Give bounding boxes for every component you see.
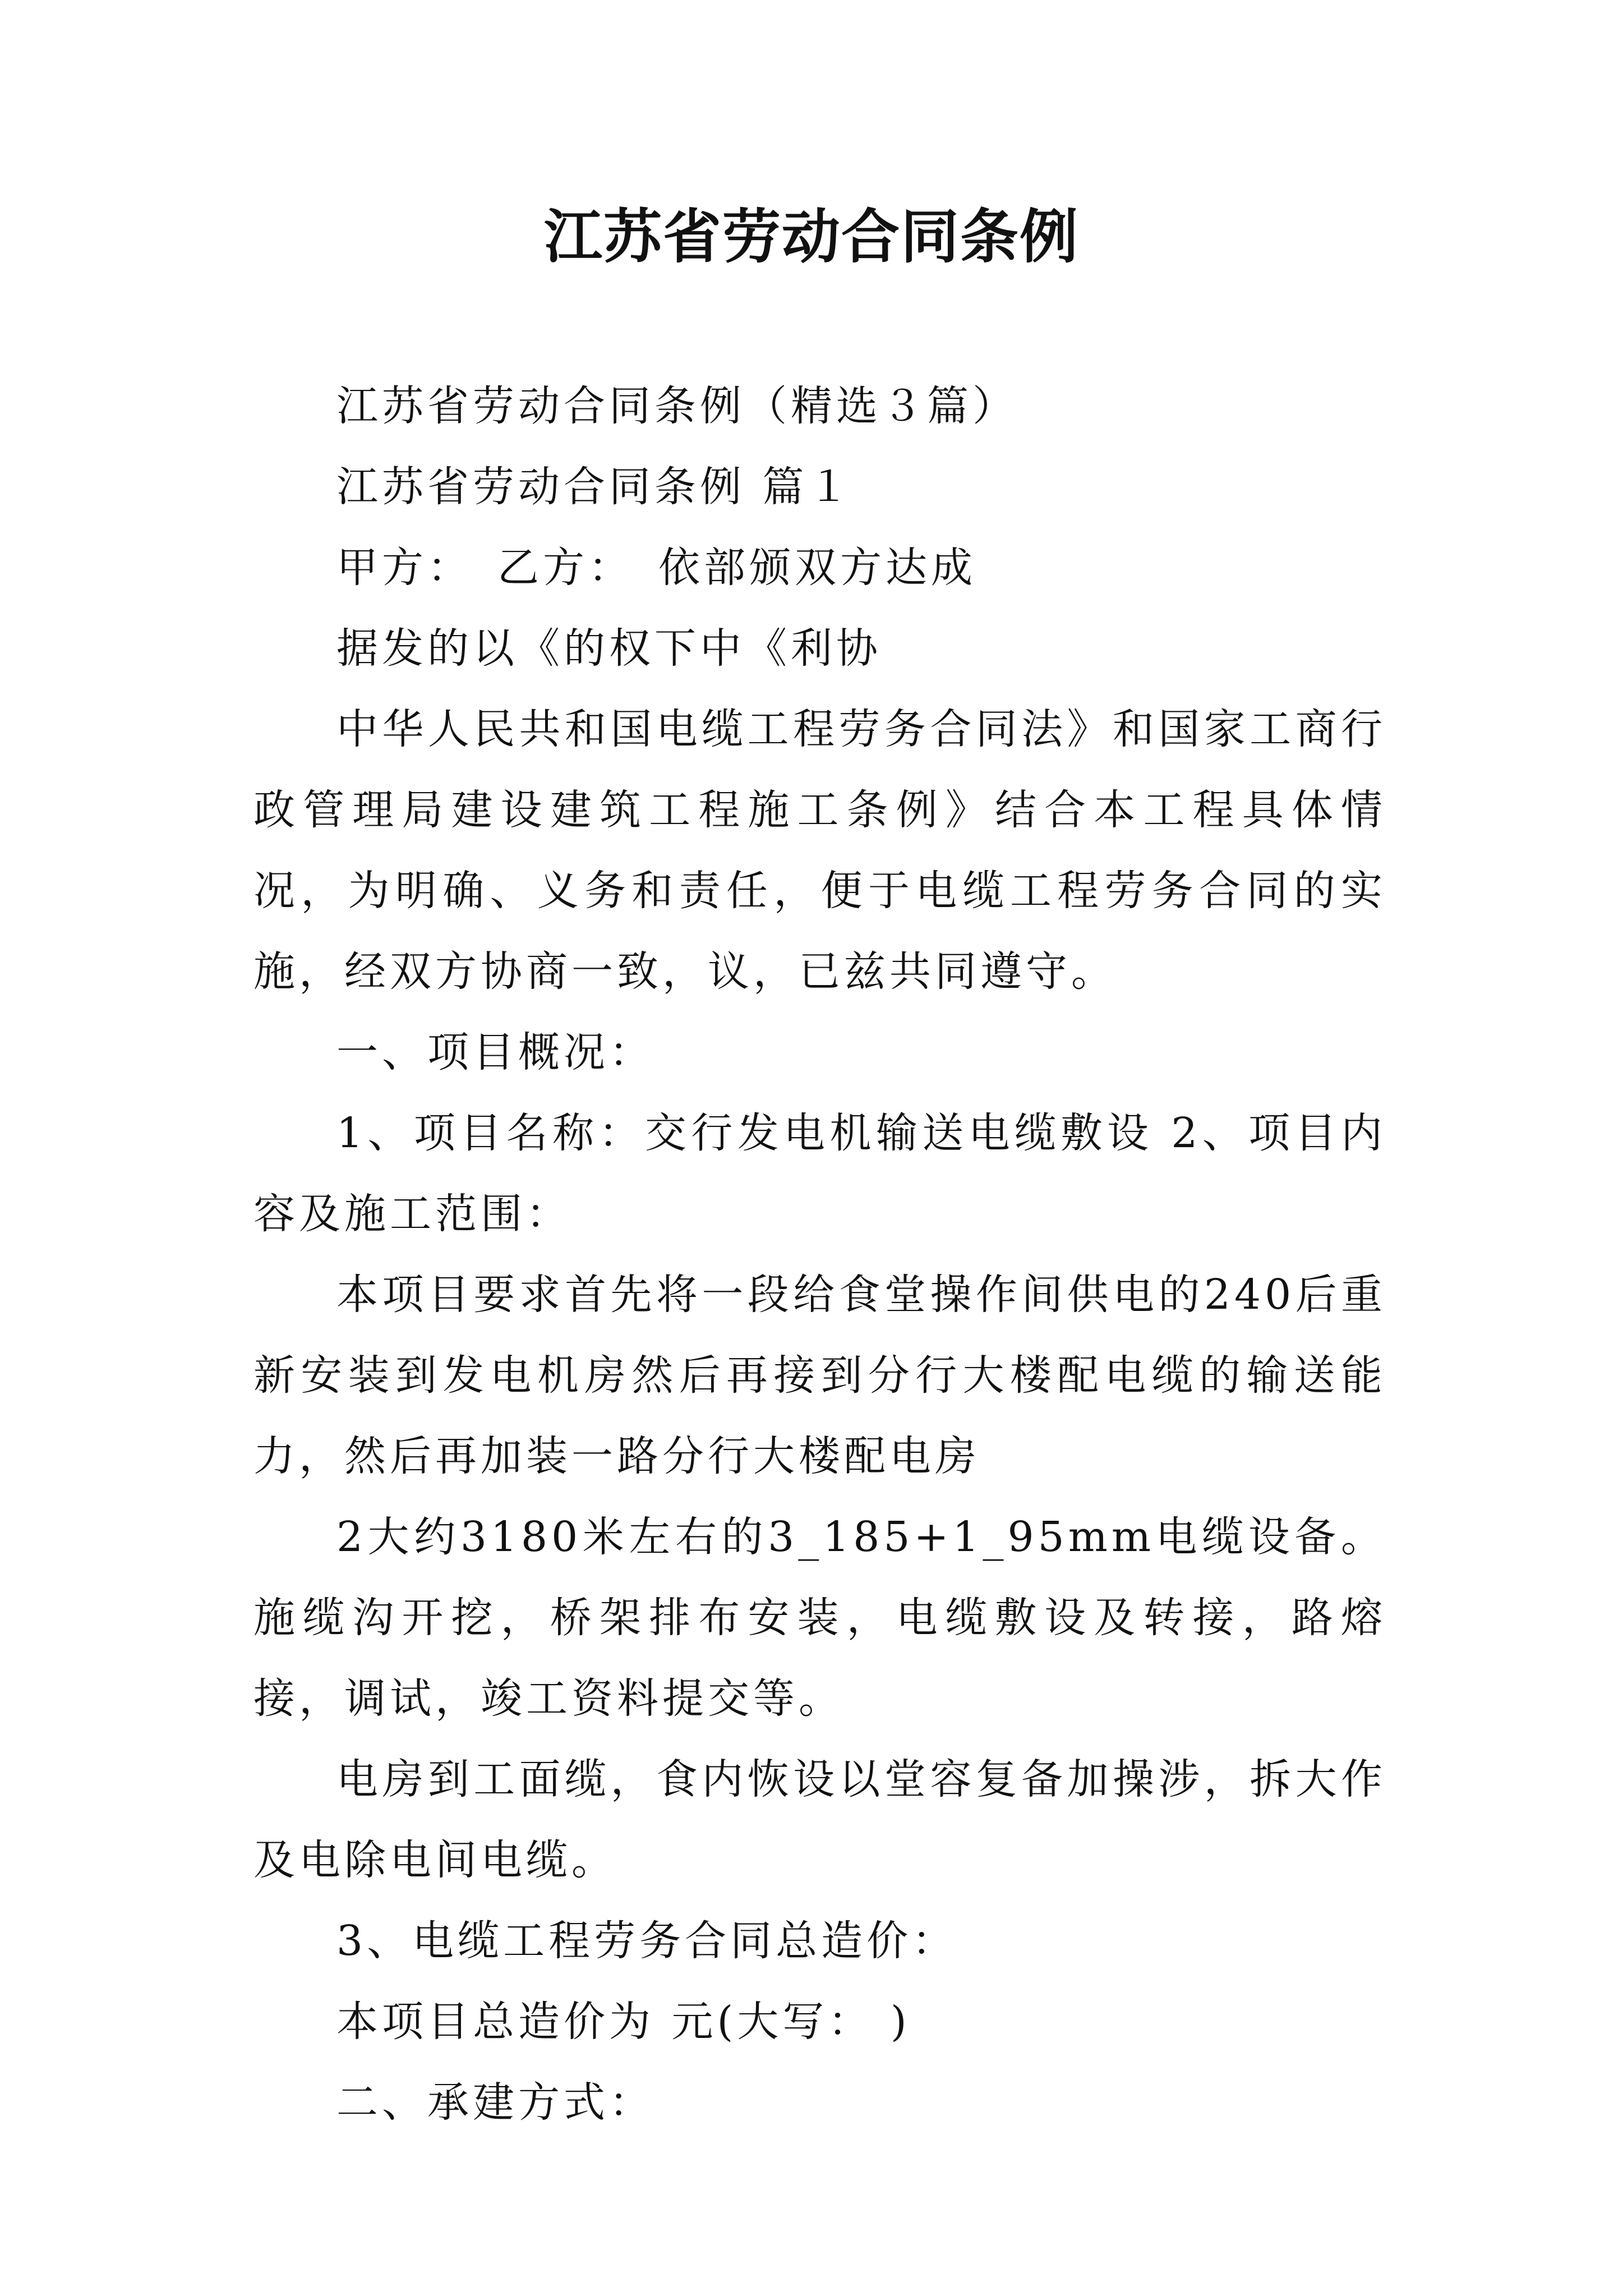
paragraph: 1、项目名称：交行发电机输送电缆敷设 2、项目内容及施工范围： (253, 1109, 1386, 1238)
paragraph: 甲方： 乙方： 依部颁双方达成 (336, 544, 976, 592)
paragraph: 电房到工面缆，食内恢设以堂容复备加操涉，拆大作及电除电间电缆。 (253, 1755, 1386, 1884)
paragraph: 据发的以《的权下中《利协 (336, 624, 882, 673)
paragraph: 中华人民共和国电缆工程劳务合同法》和国家工商行政管理局建设建筑工程施工条例》结合本工程具体情况，为明确、义务和责任，便于电缆工程劳务合同的实施，经双方协商一致，议，已兹共同遵守。 (253, 705, 1386, 996)
document-title: 江苏省劳动合同条例 (543, 202, 1079, 271)
document-body (253, 366, 1386, 2143)
paragraph: 一、项目概况： (336, 1028, 654, 1076)
paragraph: 3、电缆工程劳务合同总造价： (336, 1917, 958, 1965)
paragraph: 本项目要求首先将一段给食堂操作间供电的240后重新安装到发电机房然后再接到分行大楼配电缆的输送能力，然后再加装一路分行大楼配电房 (253, 1271, 1386, 1480)
paragraph: 本项目总造价为 元(大写： ) (336, 1998, 911, 2046)
paragraph: 江苏省劳动合同条例 篇１ (336, 463, 854, 511)
paragraph: 二、承建方式： (336, 2078, 654, 2127)
paragraph: 江苏省劳动合同条例（精选３篇） (336, 382, 1018, 430)
paragraph: 2大约3180米左右的3_185+1_95mm电缆设备。施缆沟开挖，桥架排布安装，电缆敷设及转接，路熔接，调试，竣工资料提交等。 (253, 1513, 1386, 1723)
